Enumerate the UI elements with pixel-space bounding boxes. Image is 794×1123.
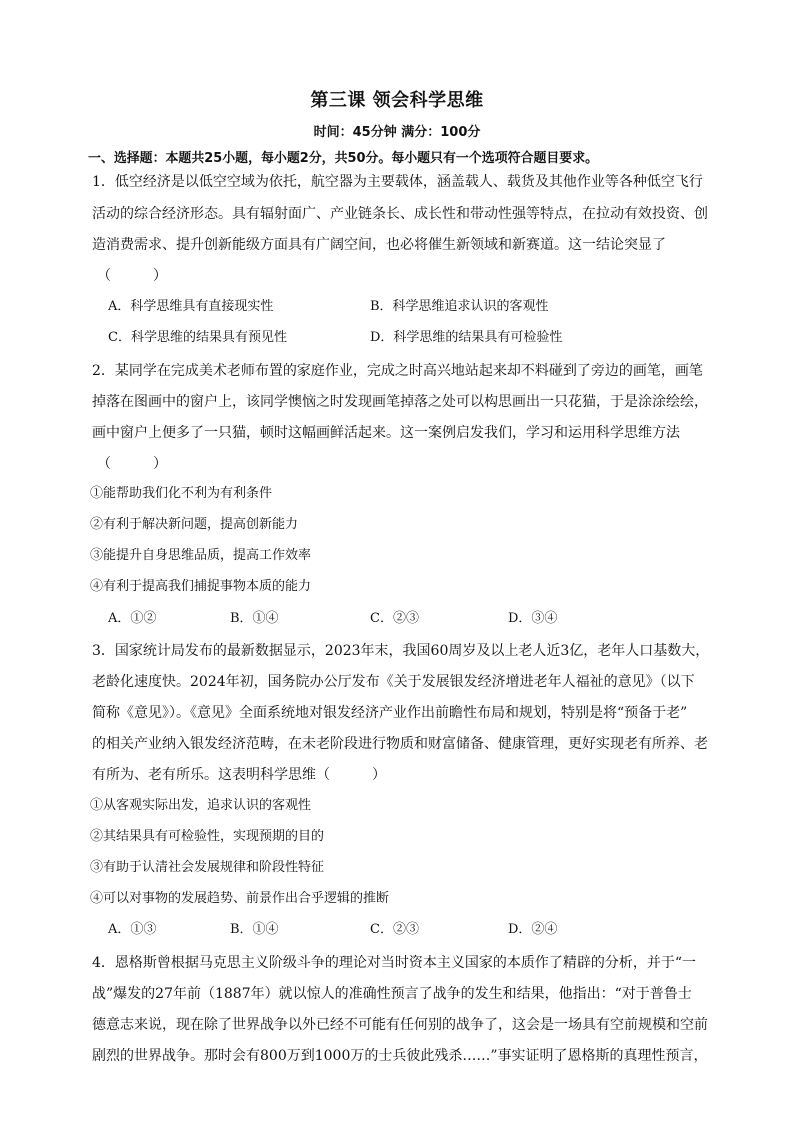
question-4-line: 战”爆发的27年前（1887年）就以惊人的准确性预言了战争的发生和结果，他指出：“对于普鲁士 — [92, 986, 692, 1002]
page-title: 第三课 领会科学思维 — [310, 90, 484, 111]
question-2-option-b: B．①④ — [230, 611, 279, 626]
question-1-option-b: B．科学思维追求认识的客观性 — [370, 299, 549, 314]
question-2-statement-1: ①能帮助我们化不利为有利条件 — [90, 486, 273, 501]
question-4-line: 剧烈的世界战争。那时会有800万到1000万的士兵彼此残杀……”事实证明了恩格斯的真理性预言， — [92, 1048, 708, 1064]
question-1-option-c: C．科学思维的结果具有预见性 — [108, 330, 287, 345]
question-4-line: 4．恩格斯曾根据马克思主义阶级斗争的理论对当时资本主义国家的本质作了精辟的分析，并于“一 — [92, 955, 697, 971]
question-3-statement-1: ①从客观实际出发，追求认识的客观性 — [90, 798, 312, 813]
question-3-line: 的相关产业纳入银发经济范畴，在未老阶段进行物质和财富储备、健康管理，更好实现老有所养、老 — [92, 736, 708, 752]
question-3-option-b: B．①④ — [230, 922, 279, 937]
question-2-line: 2．某同学在完成美术老师布置的家庭作业，完成之时高兴地站起来却不料碰到了旁边的画笔，画笔 — [92, 363, 703, 379]
question-3-option-c: C．②③ — [370, 922, 419, 937]
question-2-statement-4: ④有利于提高我们捕捉事物本质的能力 — [90, 579, 312, 594]
question-3-line: 简称《意见》）。《意见》全面系统地对银发经济产业作出前瞻性布局和规划，特别是将“预备于老” — [92, 705, 688, 721]
question-3-statement-4: ④可以对事物的发展趋势、前景作出合乎逻辑的推断 — [90, 891, 390, 906]
question-3-line: 3．国家统计局发布的最新数据显示，2023年末，我国60周岁及以上老人近3亿，老年人口基数大， — [92, 643, 710, 659]
question-1-option-a: A．科学思维具有直接现实性 — [108, 299, 274, 314]
question-3-option-d: D．②④ — [508, 922, 558, 937]
question-2-option-d: D．③④ — [508, 611, 558, 626]
question-1-line: 1．低空经济是以低空空域为依托，航空器为主要载体，涵盖载人、载货及其他作业等各种低空飞行 — [92, 174, 703, 190]
question-1-line: 活动的综合经济形态。具有辐射面广、产业链条长、成长性和带动性强等特点，在拉动有效投资、创 — [92, 206, 708, 222]
question-2-line: 掉落在图画中的窗户上，该同学懊恼之时发现画笔掉落之处可以构思画出一只花猫，于是涂涂绘绘， — [92, 394, 708, 410]
question-2-line: 画中窗户上便多了一只猫，顿时这幅画鲜活起来。这一案例启发我们，学习和运用科学思维方法 — [92, 425, 680, 441]
question-2-statement-3: ③能提升自身思维品质，提高工作效率 — [90, 548, 312, 563]
question-3-line: 有所为、老有所乐。这表明科学思维（ ） — [92, 767, 386, 783]
question-1-option-d: D．科学思维的结果具有可检验性 — [370, 330, 563, 345]
question-3-statement-2: ②其结果具有可检验性，实现预期的目的 — [90, 829, 325, 844]
question-2-option-c: C．②③ — [370, 611, 419, 626]
question-1-blank: （ ） — [97, 268, 167, 284]
question-3-statement-3: ③有助于认清社会发展规律和阶段性特征 — [90, 860, 325, 875]
question-2-option-a: A．①② — [108, 611, 157, 626]
question-1-line: 造消费需求、提升创新能级方面具有广阔空间，也必将催生新领域和新赛道。这一结论突显了 — [92, 237, 666, 253]
question-3-line: 老龄化速度快。2024年初，国务院办公厅发布《关于发展银发经济增进老年人福祉的意见》（以下 — [92, 674, 695, 690]
exam-info: 时间：45分钟 满分：100分 — [313, 125, 481, 140]
question-2-statement-2: ②有利于解决新问题，提高创新能力 — [90, 517, 299, 532]
question-4-line: 德意志来说，现在除了世界战争以外已经不可能有任何别的战争了，这会是一场具有空前规模和空前 — [92, 1017, 708, 1033]
question-3-option-a: A．①③ — [108, 922, 157, 937]
question-2-blank: （ ） — [97, 456, 167, 472]
section-heading: 一、选择题：本题共25小题，每小题2分，共50分。每小题只有一个选项符合题目要求。 — [88, 151, 599, 166]
